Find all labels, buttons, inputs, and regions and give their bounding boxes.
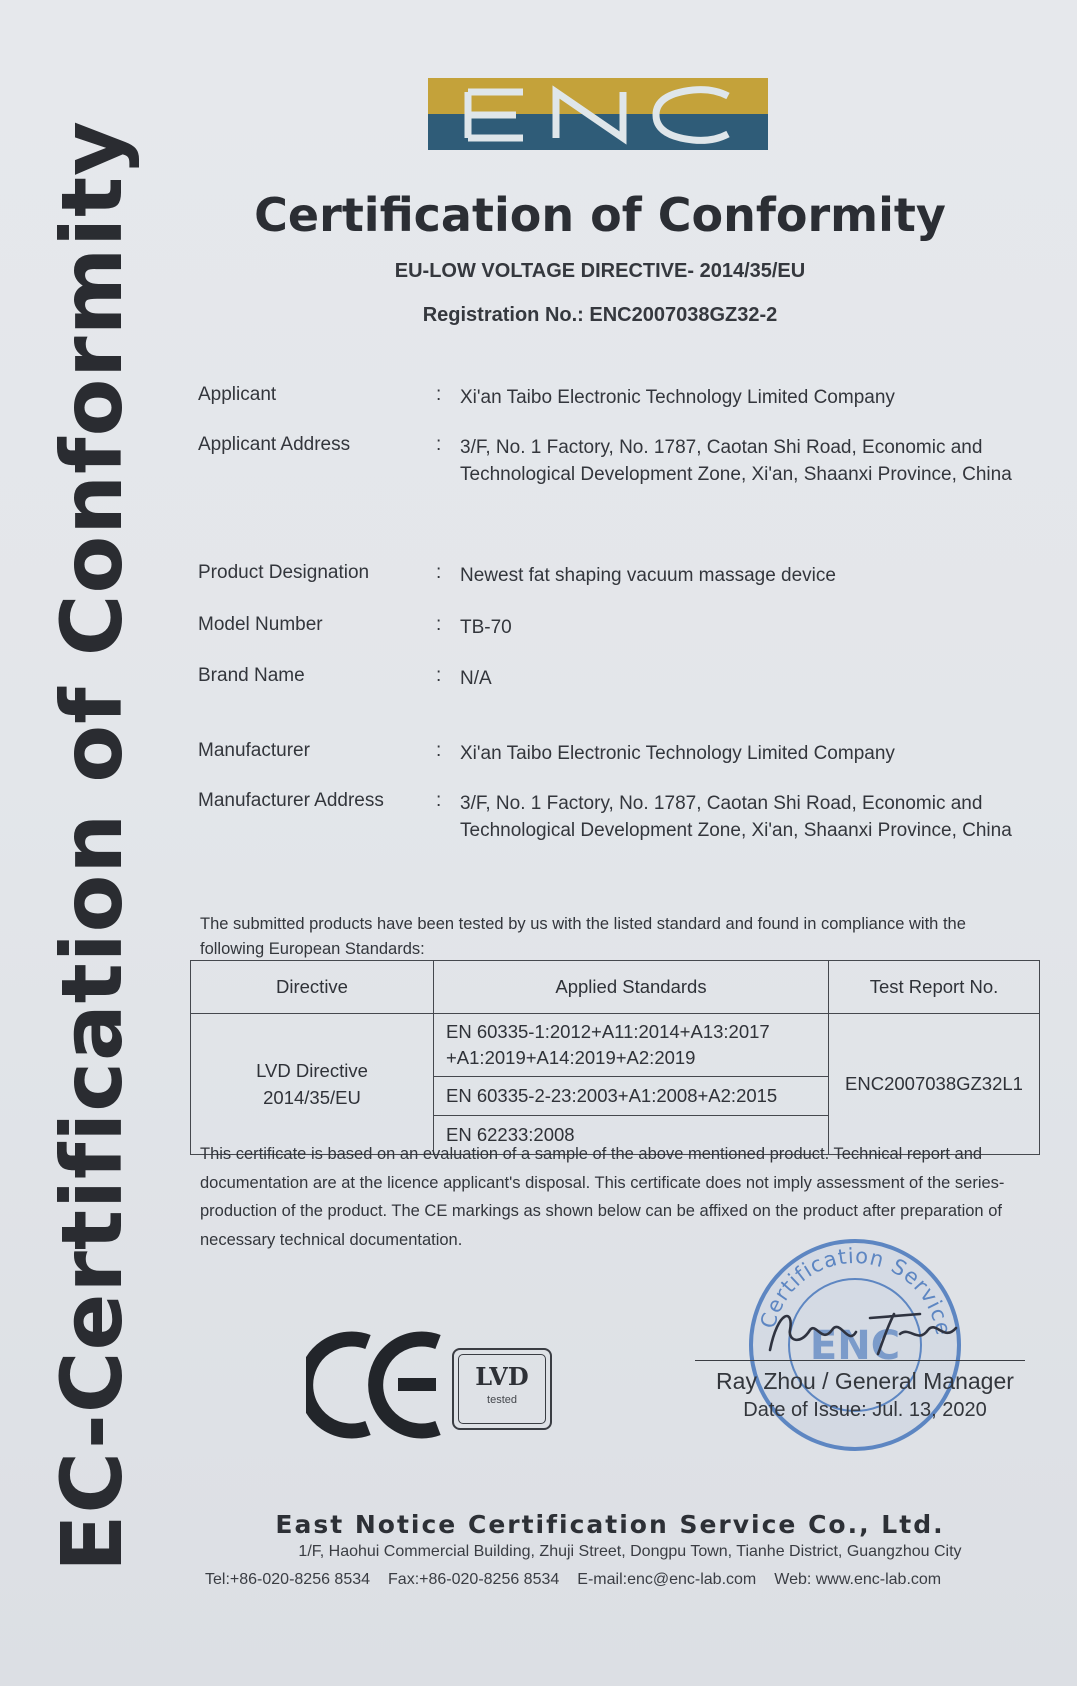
standards-table [190,960,1040,1155]
contact-web: Web: www.enc-lab.com [774,1571,942,1588]
issuer-company: East Notice Certification Service Co., Ltd. [275,1510,945,1539]
field-label: Brand Name [198,665,305,686]
field-label: Manufacturer Address [198,790,384,811]
svg-text:Certification Service: Certification Service [755,1243,956,1338]
signer-name: Ray Zhou / General Manager [716,1368,1014,1394]
lvd-subtext: tested [487,1394,517,1406]
field-value: TB-70 [460,617,512,638]
field-colon: : [436,434,442,455]
issue-date: Date of Issue: Jul. 13, 2020 [743,1399,987,1421]
certificate-title: Certification of Conformity [254,188,946,242]
contact-fax: Fax:+86-020-8256 8534 [388,1571,560,1588]
lvd-text: LVD [475,1362,529,1391]
certificate-statement: This certificate is based on an evaluation of a sample of the above mentioned product. Technical report and documentation are at the licence applicant's disposal. This certificate does not imply assessment of the series-production of the product. The CE markings as shown below can be affixed on the product after preparation of necessary technical documentation. [200,1145,1005,1249]
table-row [191,1014,1040,1077]
side-title: EC-Certification of Conformity [43,120,141,1572]
contact-tel: Tel:+86-020-8256 8534 [205,1571,371,1588]
field-value: 3/F, No. 1 Factory, No. 1787, Caotan Shi Road, Economic and Technological Development Zone, Xi'an, Shaanxi Province, China [460,793,1012,841]
signature-line [695,1360,1025,1361]
field-value: 3/F, No. 1 Factory, No. 1787, Caotan Shi Road, Economic and Technological Development Zone, Xi'an, Shaanxi Province, China [460,437,1012,485]
issuer-address: 1/F, Haohui Commercial Building, Zhuji Street, Dongpu Town, Tianhe District, Guangzhou City [298,1543,962,1560]
field-colon: : [436,740,442,761]
enc-logo [428,78,768,150]
directive-subtitle: EU-LOW VOLTAGE DIRECTIVE- 2014/35/EU [394,260,806,282]
field-label: Applicant [198,384,277,405]
signature-handwriting [760,1300,970,1360]
lvd-tested-mark [452,1348,552,1430]
header-applied-standards: Applied Standards [434,961,829,1014]
header-test-report: Test Report No. [829,961,1040,1014]
header-directive: Directive [191,961,434,1014]
field-value: Newest fat shaping vacuum massage device [460,565,836,586]
field-label: Applicant Address [198,434,351,455]
registration-number: Registration No.: ENC2007038GZ32-2 [422,304,778,326]
directive-cell: LVD Directive 2014/35/EU [191,1014,434,1155]
field-colon: : [436,384,442,405]
field-label: Manufacturer [198,740,310,761]
field-colon: : [436,665,442,686]
ce-mark-icon [306,1330,446,1440]
standard-cell: EN 62233:2008 [434,1116,829,1155]
field-value: N/A [460,668,492,689]
table-header-row [191,961,1040,1014]
standards-intro: The submitted products have been tested by us with the listed standard and found in compliance with the following European Standards: [200,915,966,958]
issuer-contact [205,1571,1065,1589]
standard-cell: EN 60335-1:2012+A11:2014+A13:2017 +A1:2019+A14:2019+A2:2019 [434,1014,829,1077]
contact-email: E-mail:enc@enc-lab.com [577,1571,757,1588]
field-colon: : [436,562,442,583]
svg-text:ENC: ENC [809,1323,901,1369]
field-label: Product Designation [198,562,370,583]
field-colon: : [436,614,442,635]
field-label: Model Number [198,614,323,635]
field-value: Xi'an Taibo Electronic Technology Limited Company [460,743,895,764]
field-value: Xi'an Taibo Electronic Technology Limited Company [460,387,895,408]
field-colon: : [436,790,442,811]
standard-cell: EN 60335-2-23:2003+A1:2008+A2:2015 [434,1077,829,1116]
report-cell: ENC2007038GZ32L1 [829,1014,1040,1155]
